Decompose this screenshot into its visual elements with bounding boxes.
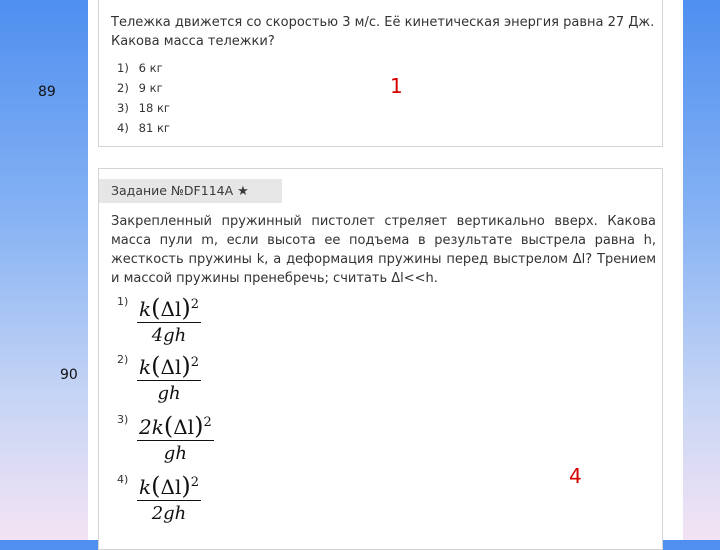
task2-question: Закрепленный пружинный пистолет стреляет вертикально вверх. Какова масса пули m, если высота ее подъема в результате выстрела равна h, жесткость пружины k, а деформация пружины перед выстрелом Δl? Трением и массой пружины пренебречь; считать Δl<<h. <box>111 214 656 286</box>
star-icon[interactable]: ★ <box>237 184 249 199</box>
formula-fraction: $2k(\Delta l)^2$ gh <box>139 412 212 464</box>
task1-option-4[interactable]: 4) 81 кг <box>117 121 170 135</box>
formula-fraction: $k(\Delta l)^2$ gh <box>139 352 199 404</box>
task1-option-2[interactable]: 2) 9 кг <box>117 81 163 95</box>
side-number-90: 90 <box>60 367 78 383</box>
formula-fraction: $k(\Delta l)^2$ 4gh <box>139 294 199 346</box>
task1-question: Тележка движется со скоростью 3 м/с. Её кинетическая энергия равна 27 Дж. Какова масса тележки? <box>111 15 655 49</box>
answer-task2: 4 <box>569 464 582 488</box>
task1-option-3[interactable]: 3) 18 кг <box>117 101 170 115</box>
task-card-1 <box>98 0 663 147</box>
answer-task1: 1 <box>390 74 403 98</box>
task1-option-1[interactable]: 1) 6 кг <box>117 61 163 75</box>
task-card-2: Задание №DF114A ★ Закрепленный пружинный пистолет стреляет вертикально вверх. Какова масса пули m, если высота ее подъема в результате выстрела равна h, жесткость пружины k, а деформация пружины перед выстрелом Δl? Трением и массой пружины пренебречь; считать Δl<<h. 1) $k(\Delta l)^2$ 4gh 2) $k(\Delta l)^2$ gh 3) $2k(\Delta l)^2$ gh 4) $k(\Delta l)^2$ 2gh <box>98 168 663 550</box>
side-number-89: 89 <box>38 84 56 100</box>
formula-fraction: $k(\Delta l)^2$ 2gh <box>139 472 199 524</box>
task2-header-label: Задание №DF114A <box>111 183 234 198</box>
task2-header <box>99 179 282 203</box>
task1-options <box>117 58 170 138</box>
